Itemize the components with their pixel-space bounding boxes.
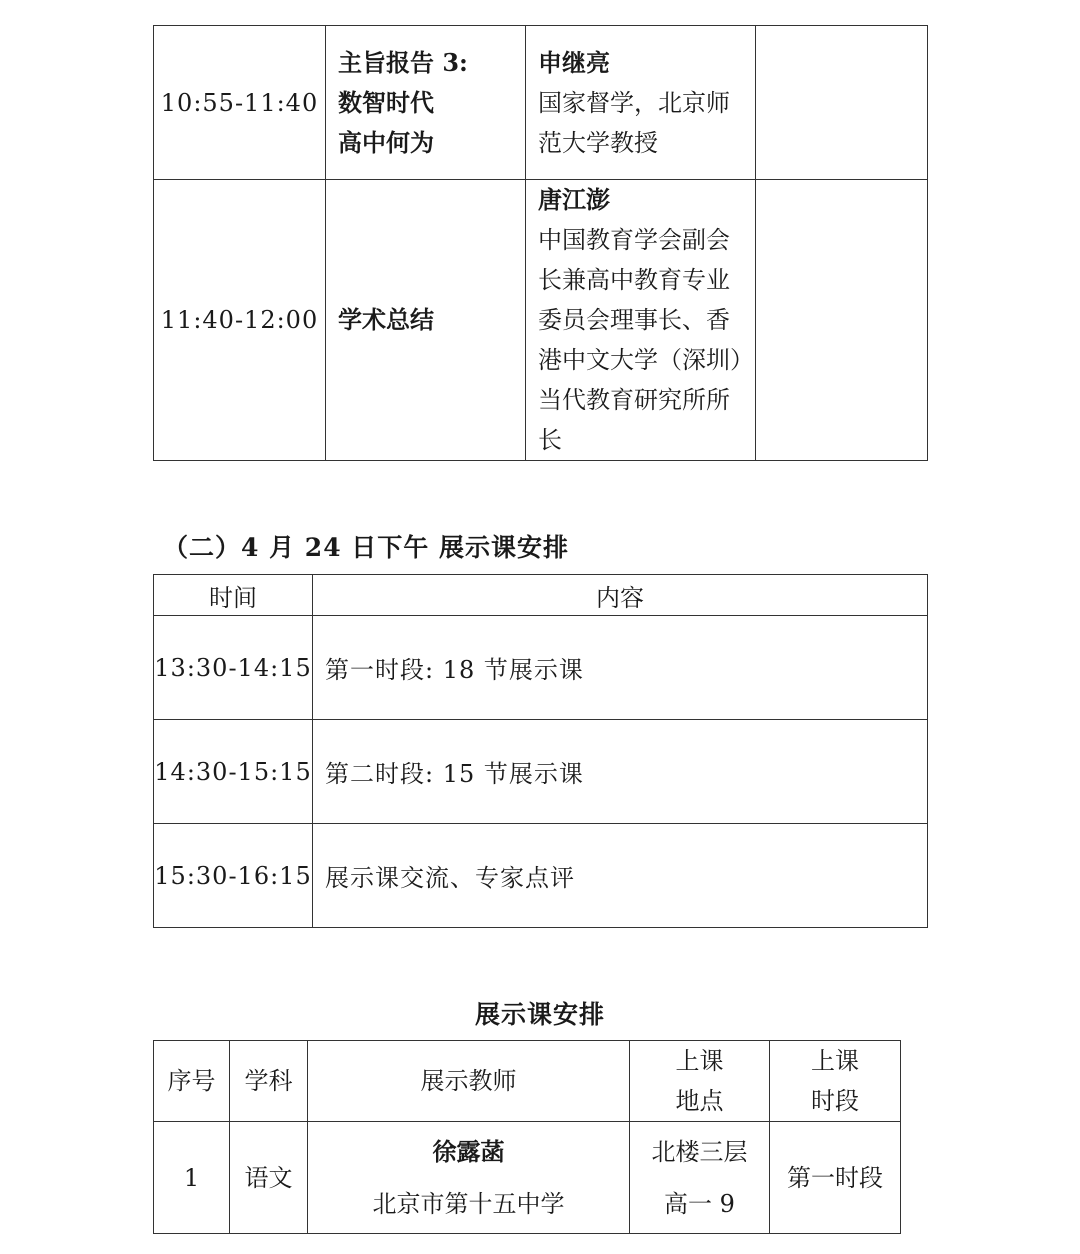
agenda-speaker [526,26,756,180]
demo-class-table [153,1040,901,1234]
schedule-content: 展示课交流、专家点评 [313,824,928,928]
speaker-title-line: 当代教育研究所所 [538,386,730,414]
schedule-time: 15:30-16:15 [154,824,313,928]
header-location-line: 上课 [675,1047,724,1075]
section-2-title: （二）4 月 24 日下午 展示课安排 [163,533,570,562]
header-subject: 学科 [230,1041,308,1122]
afternoon-schedule-table [153,574,928,928]
agenda-speaker [526,180,756,461]
agenda-row [154,180,928,461]
table-row [154,824,928,928]
agenda-note [756,26,928,180]
speaker-title-line: 国家督学，北京师 [538,88,730,117]
agenda-time: 11:40-12:00 [154,180,326,461]
header-period-line: 上课 [811,1047,859,1075]
header-location-line: 地点 [675,1087,724,1115]
schedule-content: 第一时段: 18 节展示课 [313,616,928,720]
table-row [154,720,928,824]
speaker-name: 唐江澎 [538,185,610,214]
location-line: 高一 9 [664,1189,735,1218]
schedule-time: 13:30-14:15 [154,616,313,720]
schedule-content: 第二时段: 15 节展示课 [313,720,928,824]
table-header-row [154,575,928,616]
speaker-title-line: 长兼高中教育专业 [538,266,730,294]
agenda-note [756,180,928,461]
row-period: 第一时段 [770,1122,901,1234]
row-subject: 语文 [230,1122,308,1234]
agenda-row [154,26,928,180]
table-row [154,616,928,720]
agenda-content [326,26,526,180]
agenda-table [153,25,928,461]
speaker-title-line: 港中文大学（深圳） [538,346,754,374]
agenda-time: 10:55-11:40 [154,26,326,180]
location-line: 北楼三层 [651,1137,748,1166]
schedule-time: 14:30-15:15 [154,720,313,824]
content-line: 高中何为 [338,127,434,157]
speaker-title-line: 委员会理事长、香 [538,306,730,334]
row-no: 1 [154,1122,230,1234]
row-location [630,1122,770,1234]
header-content: 内容 [313,575,928,616]
speaker-title-line: 范大学教授 [538,128,658,157]
table-header-row [154,1041,901,1122]
speaker-title-line: 中国教育学会副会 [538,226,730,254]
header-period-line: 时段 [811,1087,859,1115]
agenda-content: 学术总结 [326,180,526,461]
teacher-school: 北京市第十五中学 [372,1189,565,1218]
table-row [154,1122,901,1234]
header-time: 时间 [154,575,313,616]
header-period [770,1041,901,1122]
content-line: 主旨报告 3: [338,47,468,77]
teacher-name: 徐露菡 [432,1136,505,1166]
content-line: 数智时代 [338,87,434,117]
header-teacher: 展示教师 [308,1041,630,1122]
header-location [630,1041,770,1122]
header-no: 序号 [154,1041,230,1122]
section-3-title: 展示课安排 [474,1000,605,1029]
row-teacher [308,1122,630,1234]
speaker-title-line: 长 [538,426,562,454]
speaker-name: 申继亮 [538,47,610,77]
